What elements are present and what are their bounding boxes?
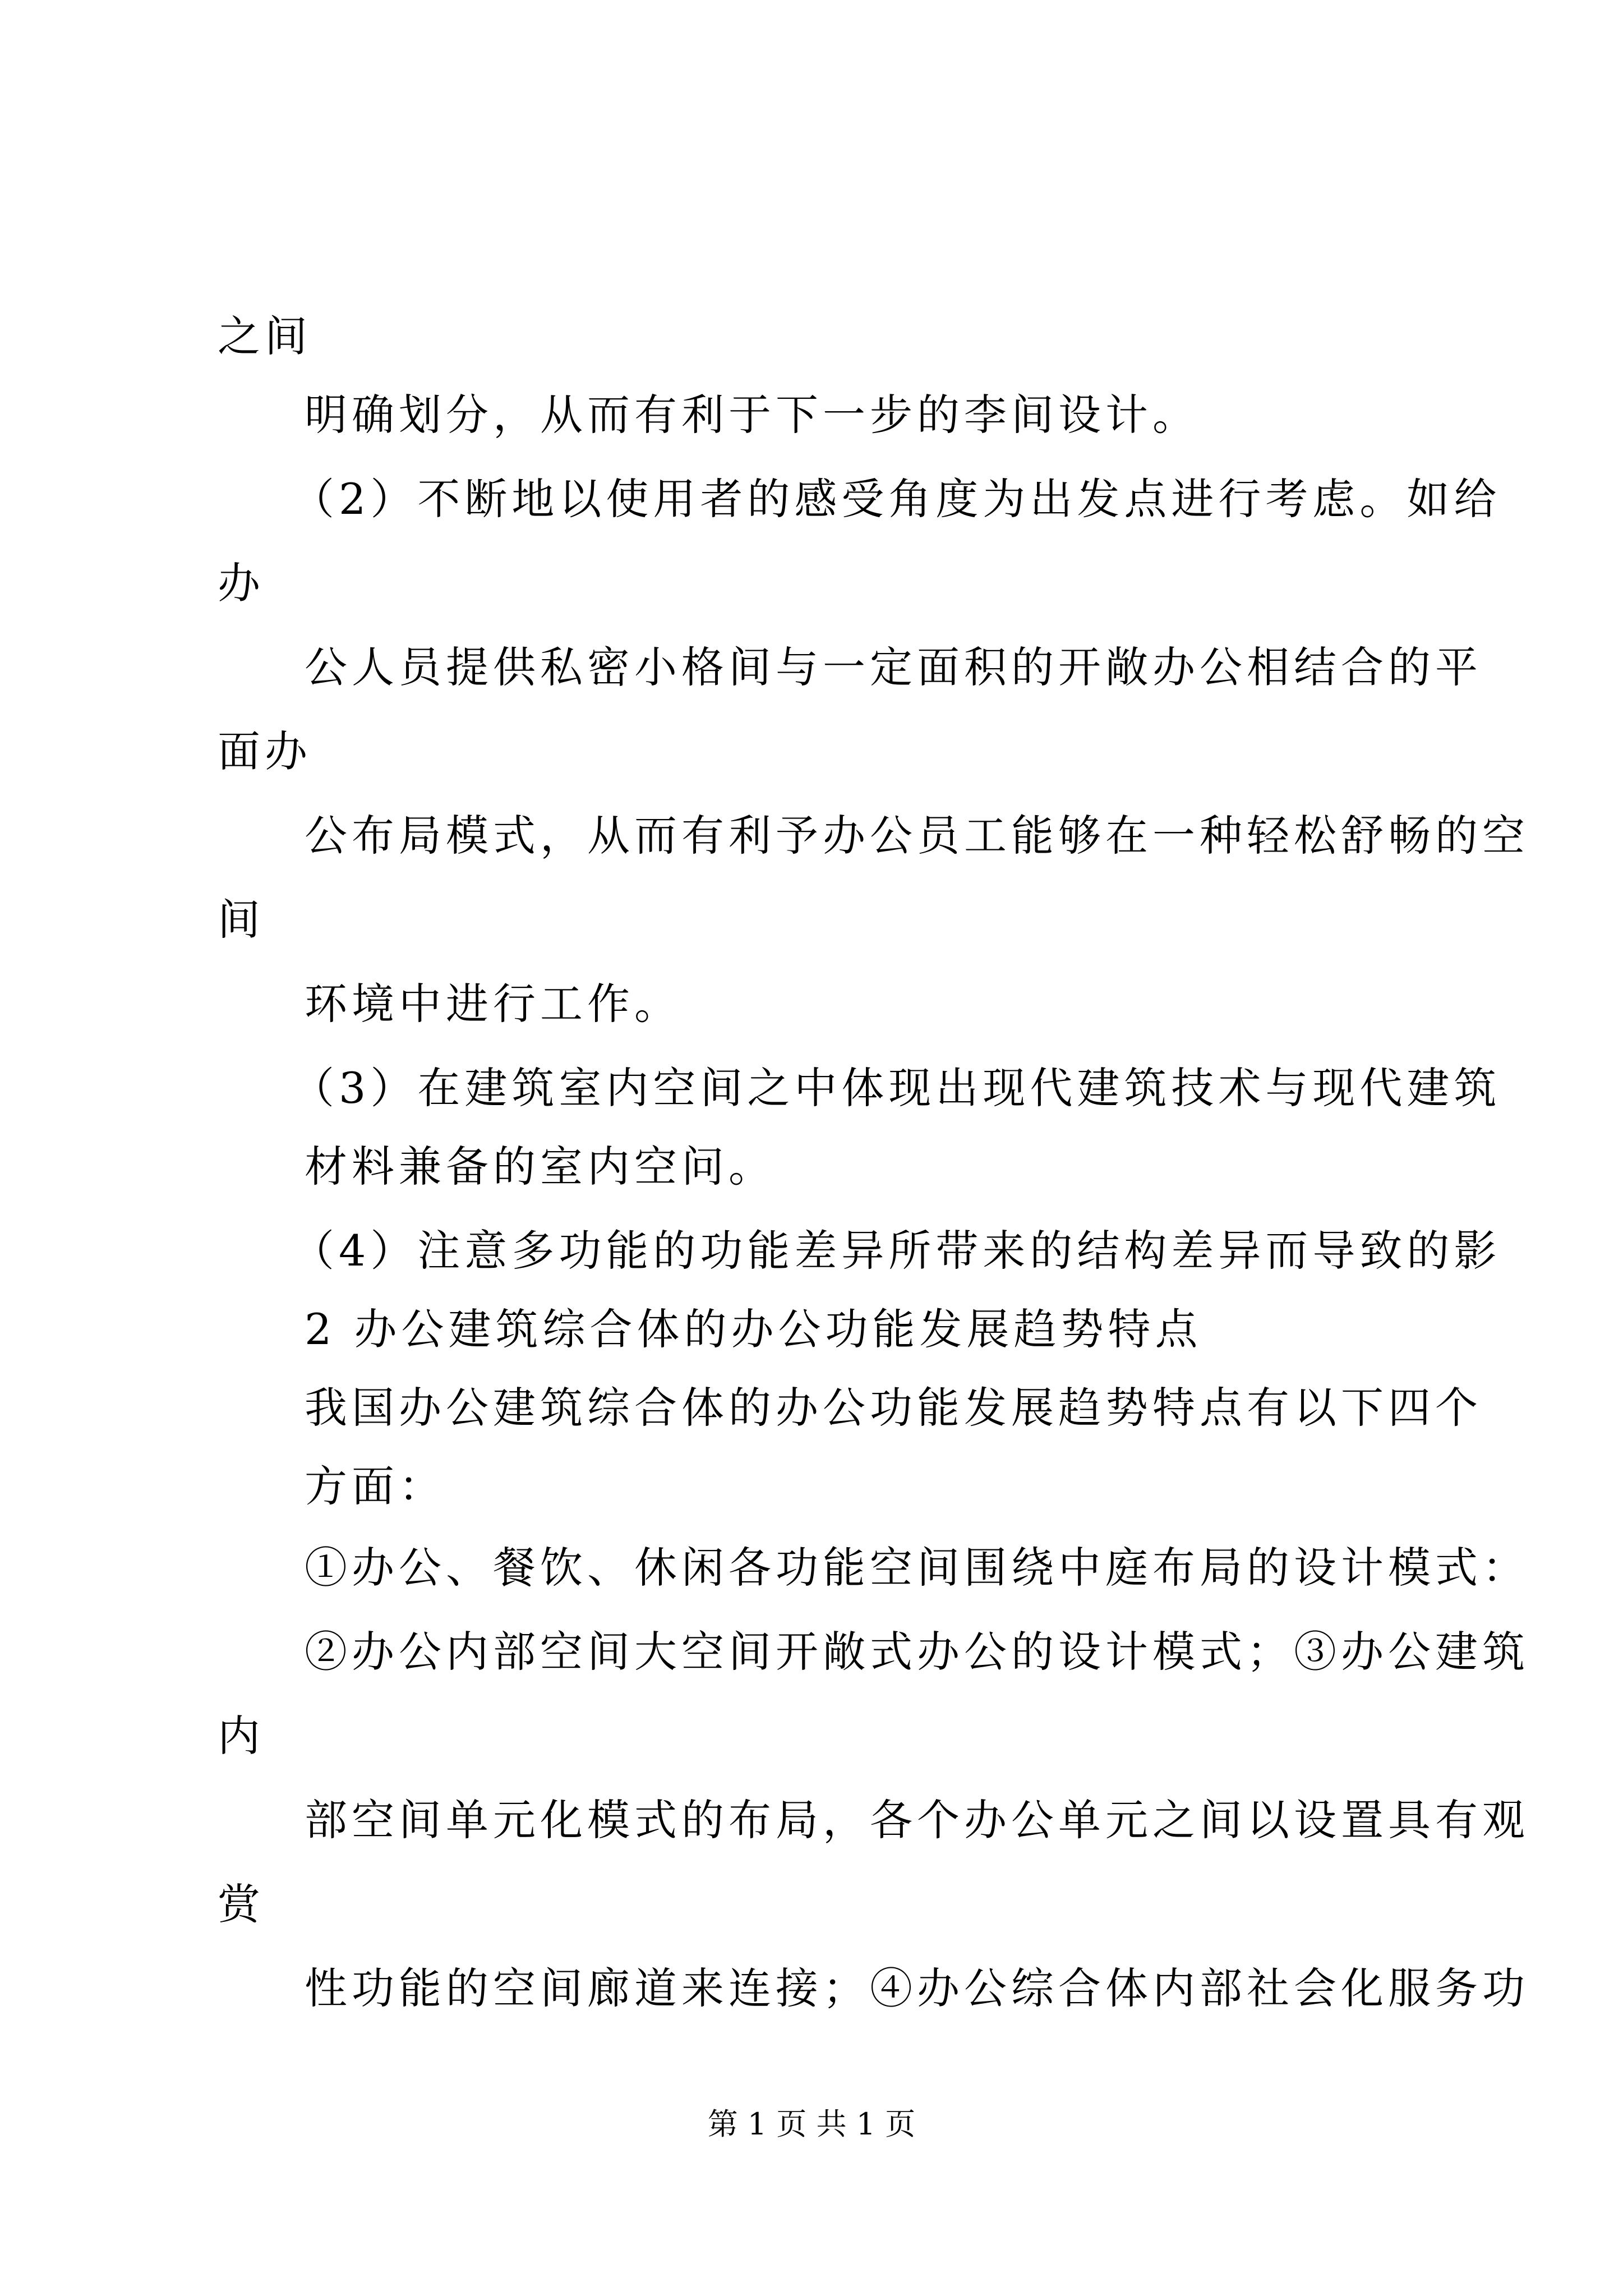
text-line: 面办 [218, 726, 312, 776]
text-line: （2）不断地以使用者的感受角度为出发点进行考虑。如给 [292, 474, 1501, 524]
text-line: 公布局模式，从而有利予办公员工能够在一种轻松舒畅的空 [305, 811, 1529, 861]
text-line: 间 [218, 895, 265, 945]
text-line: 赏 [218, 1879, 265, 1929]
text-line: 明确划分，从而有利于下一步的李间设计。 [305, 390, 1200, 440]
text-line: 环境中进行工作。 [305, 979, 681, 1029]
text-line: 2 办公建筑综合体的办公功能发展趋势特点 [305, 1304, 1202, 1354]
page-footer: 第 1 页 共 1 页 [707, 2106, 916, 2142]
text-line: （3）在建筑室内空间之中体现出现代建筑技术与现代建筑 [292, 1063, 1501, 1113]
text-line: ②办公内部空间大空间开敞式办公的设计模式；③办公建筑 [305, 1627, 1529, 1677]
text-line: 公人员提供私密小格间与一定面积的开敞办公相结合的平 [305, 642, 1482, 692]
text-line: 办 [218, 558, 265, 608]
text-line: 部空间单元化模式的布局，各个办公单元之间以设置具有观 [305, 1795, 1529, 1845]
text-line: 性功能的空间廊道来连接；④办公综合体内部社会化服务功 [305, 1963, 1529, 2013]
text-line: 之间 [218, 311, 312, 361]
text-line: 材料兼备的室内空问。 [305, 1142, 776, 1191]
text-line: （4）注意多功能的功能差异所带来的结构差异而导致的影 [292, 1226, 1501, 1276]
text-line: 我国办公建筑综合体的办公功能发展趋势特点有以下四个 [305, 1383, 1482, 1433]
text-line: ①办公、餐饮、休闲各功能空间围绕中庭布局的设计模式： [305, 1543, 1529, 1593]
text-line: 方面： [305, 1461, 446, 1511]
text-line: 内 [218, 1711, 265, 1761]
